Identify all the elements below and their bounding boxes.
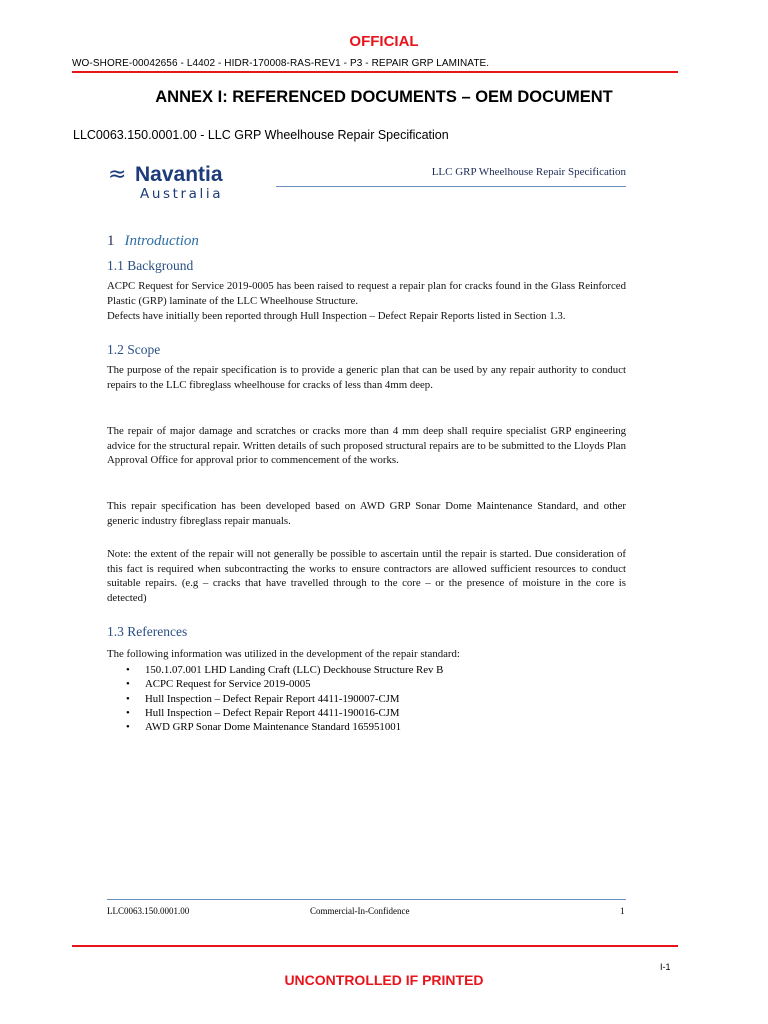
scope-paragraph-2: The repair of major damage and scratches or cracks more than 4 mm deep shall require specialist GRP engineering advice for the structural repair. Written details of such proposed structural repairs are to be submitted to the Lloyds Plan Approval Office for approval prior to commencement of the works. bbox=[107, 425, 626, 466]
references-list bbox=[110, 663, 610, 734]
background-paragraph-2: Defects have initially been reported through Hull Inspection – Defect Repair Reports listed in Section 1.3. bbox=[107, 310, 566, 322]
header-divider bbox=[72, 71, 678, 73]
uncontrolled-notice: UNCONTROLLED IF PRINTED bbox=[284, 972, 484, 988]
section-title: Introduction bbox=[124, 233, 199, 249]
background-paragraph-1: ACPC Request for Service 2019-0005 has been raised to request a repair plan for cracks found in the Glass Reinforced Plastic (GRP) laminate of the LLC Wheelhouse Structure. bbox=[107, 280, 626, 307]
annex-title: ANNEX I: REFERENCED DOCUMENTS – OEM DOCUMENT bbox=[155, 88, 613, 106]
list-item: • Hull Inspection – Defect Repair Report 4411-190007-CJM bbox=[126, 692, 400, 705]
spec-footer-confidentiality: Commercial-In-Confidence bbox=[310, 906, 410, 916]
spec-header-divider bbox=[276, 186, 626, 187]
logo-subtitle: Australia bbox=[140, 186, 224, 202]
references-intro: The following information was utilized in the development of the repair standard: bbox=[107, 648, 460, 660]
footer-divider bbox=[72, 945, 678, 947]
heading-background: 1.1 Background bbox=[107, 258, 194, 273]
section-heading-introduction bbox=[107, 233, 199, 250]
list-item: • 150.1.07.001 LHD Landing Craft (LLC) Deckhouse Structure Rev B bbox=[126, 664, 444, 676]
list-item: • ACPC Request for Service 2019-0005 bbox=[126, 678, 311, 691]
list-item: • Hull Inspection – Defect Repair Report 4411-190016-CJM bbox=[126, 706, 400, 719]
spec-title: LLC GRP Wheelhouse Repair Specification bbox=[431, 166, 626, 178]
spec-footer-doc-number: LLC0063.150.0001.00 bbox=[107, 906, 190, 916]
logo-brand: Navantia bbox=[135, 163, 223, 186]
list-item: • AWD GRP Sonar Dome Maintenance Standard 165951001 bbox=[126, 721, 402, 734]
scope-paragraph-1: The purpose of the repair specification is to provide a generic plan that can be used by any repair authority to conduct repairs to the LLC fibreglass wheelhouse for cracks of less than 4mm deep. bbox=[107, 364, 626, 391]
heading-scope: 1.2 Scope bbox=[107, 342, 161, 357]
document-reference: WO-SHORE-00042656 - L4402 - HIDR-170008-RAS-REV1 - P3 - REPAIR GRP LAMINATE. bbox=[72, 58, 490, 69]
navantia-logo bbox=[108, 164, 238, 204]
spec-footer-page: 1 bbox=[620, 906, 625, 916]
wave-icon: ≈ bbox=[108, 162, 127, 187]
annex-doc-reference: LLC0063.150.0001.00 - LLC GRP Wheelhouse Repair Specification bbox=[73, 128, 449, 142]
spec-footer-divider bbox=[107, 899, 626, 900]
page-number: I-1 bbox=[660, 962, 671, 972]
classification-label: OFFICIAL bbox=[349, 33, 419, 50]
heading-references: 1.3 References bbox=[107, 624, 188, 639]
scope-paragraph-3: This repair specification has been developed based on AWD GRP Sonar Dome Maintenance Standard, and other generic industry fibreglass repair manuals. bbox=[107, 500, 626, 527]
scope-paragraph-4: Note: the extent of the repair will not generally be possible to ascertain until the repair is started. Due consideration of this fact is required when subcontracting the works to ensure contractors are allowed sufficient resources to conduct suitable repairs. (e.g – cracks that have travelled through to the core – or the presence of moisture in the core is detected) bbox=[107, 548, 626, 604]
section-number: 1 bbox=[107, 233, 115, 249]
